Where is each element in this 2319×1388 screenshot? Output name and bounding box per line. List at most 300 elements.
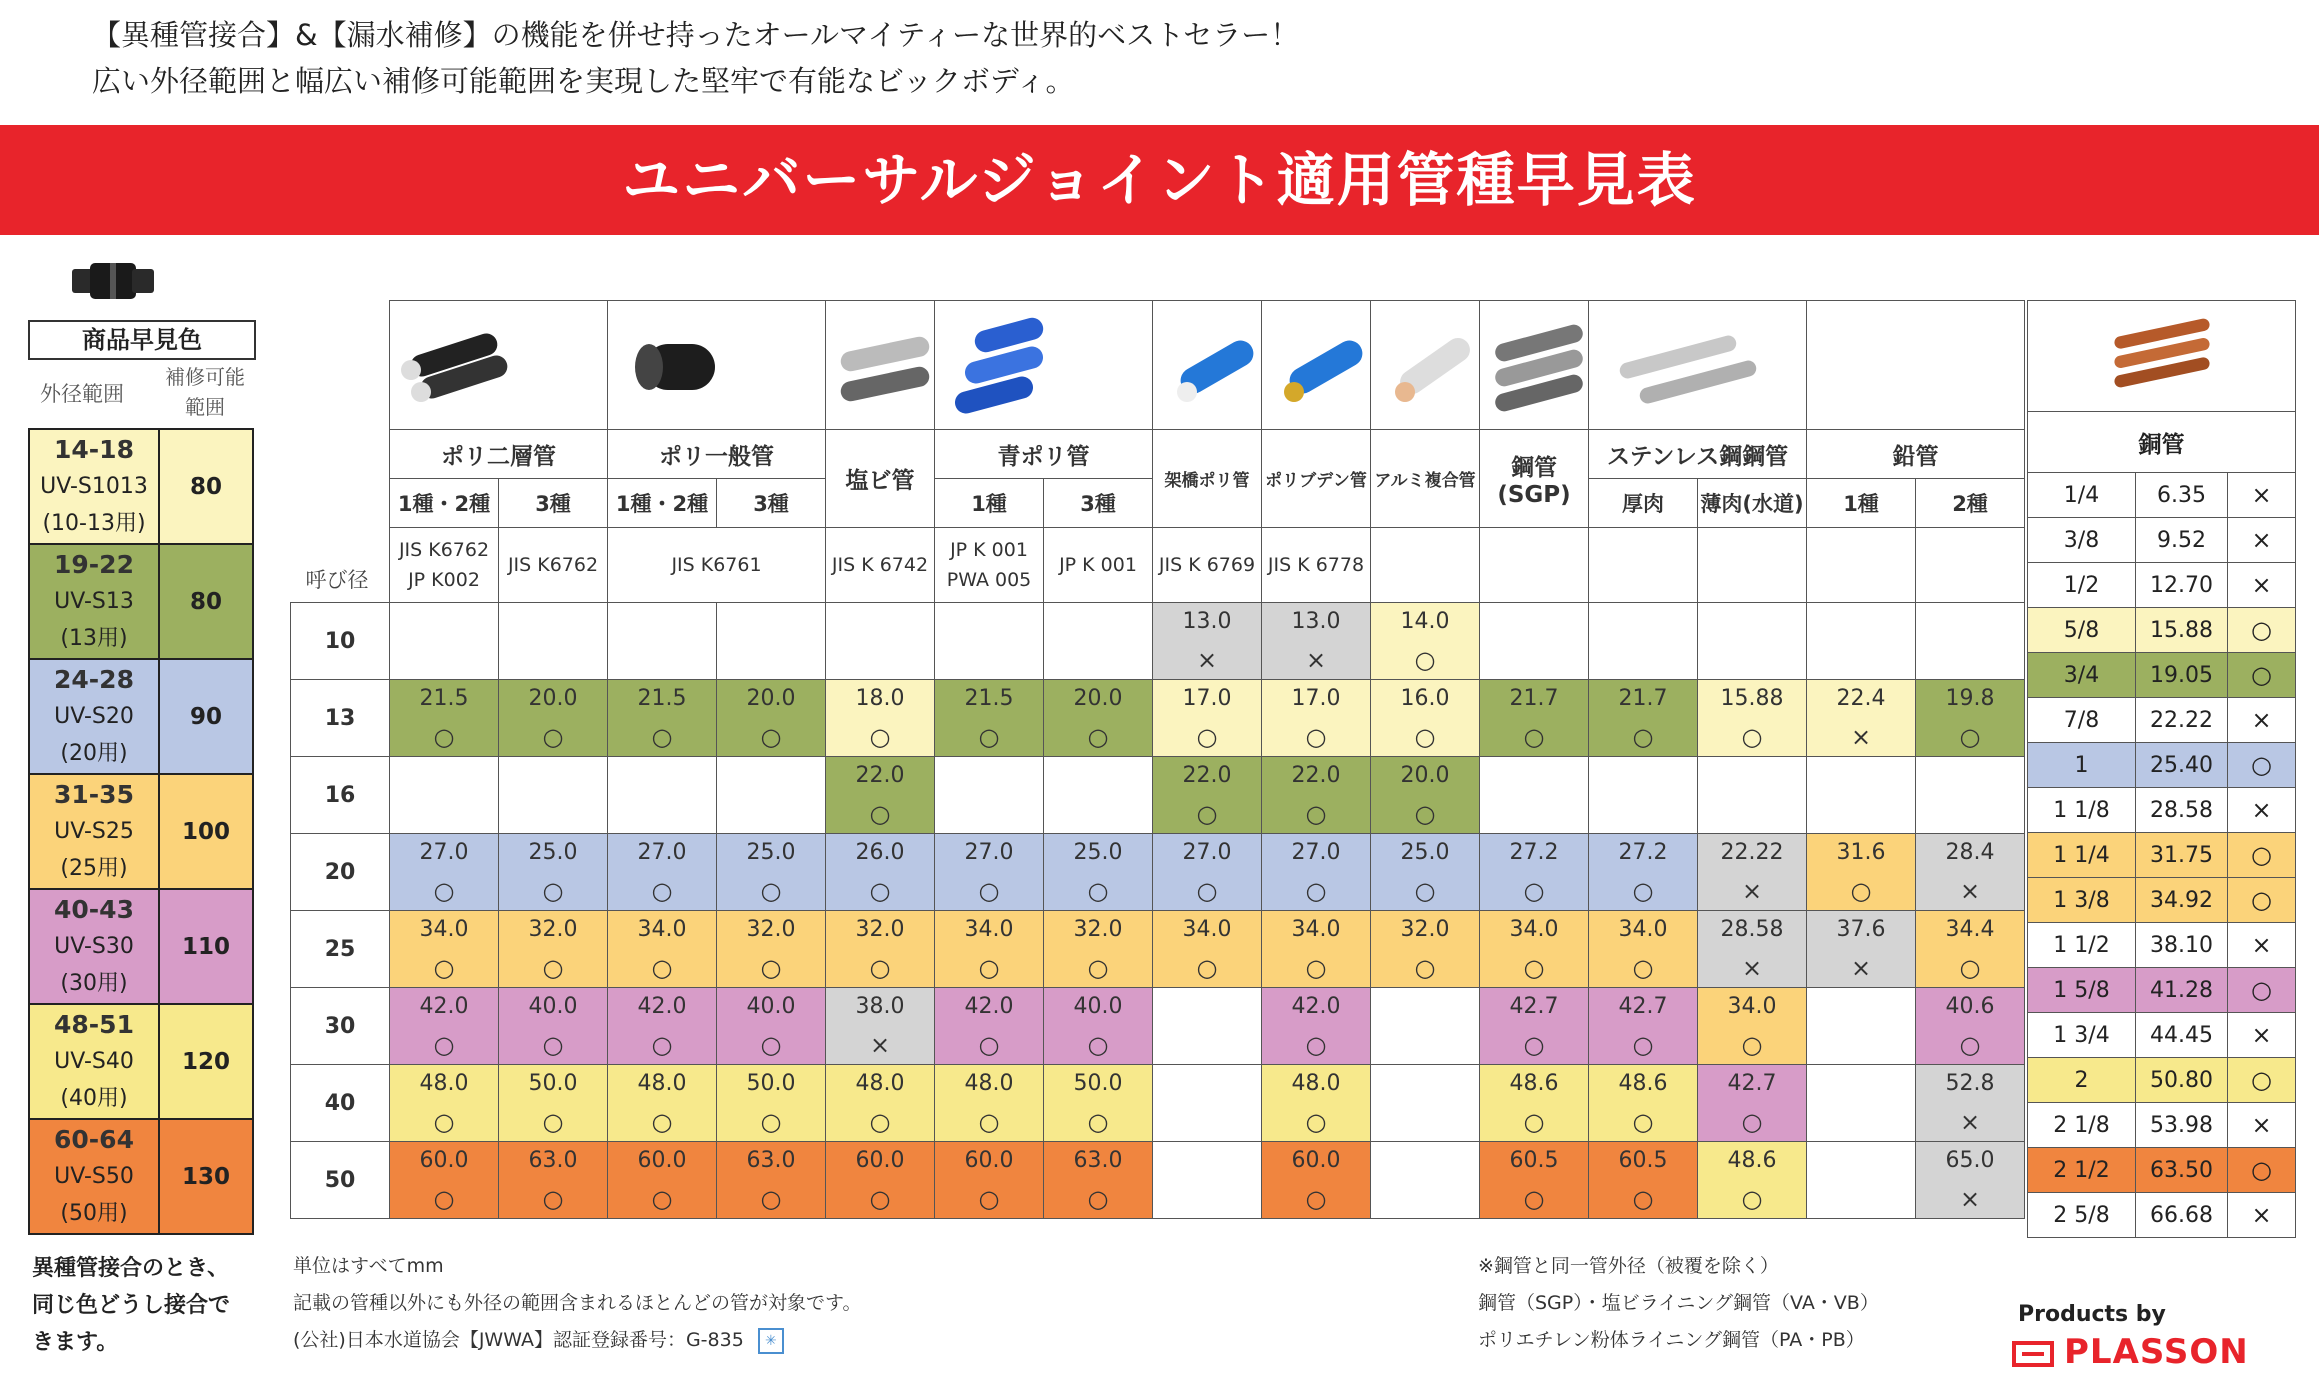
legend-model: UV-S20 <box>54 704 134 729</box>
intro-text <box>92 12 1299 104</box>
legend-repair: 110 <box>159 889 253 1004</box>
pipe-od-cell <box>935 834 1044 911</box>
pipe-od-cell <box>499 911 608 988</box>
pipe-od-cell <box>1262 1142 1371 1219</box>
outer-diameter: 48.0 <box>1291 1071 1341 1096</box>
pipe-od-cell <box>1698 911 1807 988</box>
legend-use: (25用) <box>60 856 128 881</box>
copper-row <box>2028 653 2296 698</box>
copper-row <box>2028 1148 2296 1193</box>
compatibility-mark: ○ <box>1632 877 1654 905</box>
outer-diameter: 34.0 <box>419 917 469 942</box>
outer-diameter: 16.0 <box>1400 686 1450 711</box>
legend-row <box>29 429 253 544</box>
pipe-image <box>1266 304 1366 422</box>
outer-diameter: 42.0 <box>637 994 687 1019</box>
legend-row <box>29 1119 253 1234</box>
legend-range: 60-64 <box>54 1125 134 1154</box>
copper-compat-mark: × <box>2228 1013 2296 1058</box>
copper-row <box>2028 698 2296 743</box>
pipe-od-cell <box>826 911 935 988</box>
compatibility-mark: ○ <box>1196 954 1218 982</box>
pipe-od-cell <box>1480 1065 1589 1142</box>
legend-note-line: きます。 <box>32 1330 119 1355</box>
pipe-od-cell <box>717 834 826 911</box>
copper-size: 7/8 <box>2028 698 2136 743</box>
legend-model: UV-S25 <box>54 819 134 844</box>
outer-diameter: 34.0 <box>964 917 1014 942</box>
legend-range-cell <box>29 659 159 774</box>
pipe-standard: JIS K 6778 <box>1262 528 1371 603</box>
compatibility-mark: ○ <box>651 723 673 751</box>
pipe-od-cell <box>1262 988 1371 1065</box>
copper-compat-mark: ○ <box>2228 743 2296 788</box>
compatibility-mark: ○ <box>1523 954 1545 982</box>
outer-diameter: 26.0 <box>855 840 905 865</box>
outer-diameter: 40.0 <box>746 994 796 1019</box>
compatibility-mark: ○ <box>1414 800 1436 828</box>
compatibility-mark: ○ <box>1196 877 1218 905</box>
outer-diameter: 48.0 <box>855 1071 905 1096</box>
outer-diameter: 63.0 <box>528 1148 578 1173</box>
pipe-standard <box>1480 528 1589 603</box>
outer-diameter: 25.0 <box>528 840 578 865</box>
copper-compat-mark: ○ <box>2228 833 2296 878</box>
copper-size: 2 <box>2028 1058 2136 1103</box>
outer-diameter: 60.0 <box>637 1148 687 1173</box>
compatibility-mark: ○ <box>1959 1031 1981 1059</box>
pipe-od-cell <box>499 834 608 911</box>
outer-diameter: 34.4 <box>1945 917 1995 942</box>
nominal-diameter: 30 <box>291 988 390 1065</box>
pipe-od-cell <box>608 834 717 911</box>
outer-diameter: 21.5 <box>964 686 1014 711</box>
pipe-od-cell <box>1044 1065 1153 1142</box>
outer-diameter: 63.0 <box>1073 1148 1123 1173</box>
compatibility-mark: ○ <box>1741 1108 1763 1136</box>
compatibility-mark: ○ <box>978 954 1000 982</box>
legend-use: (50用) <box>60 1201 128 1226</box>
pipe-od-cell <box>1371 1065 1480 1142</box>
jwwa-mark-icon: ✳ <box>758 1328 784 1354</box>
outer-diameter: 40.0 <box>528 994 578 1019</box>
copper-image-cell <box>2028 301 2296 412</box>
compatibility-mark: × <box>1305 646 1327 674</box>
pipe-od-cell <box>608 757 717 834</box>
copper-row <box>2028 473 2296 518</box>
diameter-row <box>291 680 2025 757</box>
outer-diameter: 34.0 <box>637 917 687 942</box>
compatibility-mark: ○ <box>433 954 455 982</box>
compatibility-mark: ○ <box>1414 954 1436 982</box>
footer-note: 記載の管種以外にも外径の範囲含まれるほとんどの管が対象です。 <box>293 1292 862 1314</box>
legend-row <box>29 544 253 659</box>
pipe-od-cell <box>1916 1142 2025 1219</box>
pipe-od-cell <box>1589 680 1698 757</box>
legend-repair: 80 <box>159 544 253 659</box>
pipe-od-cell <box>1480 757 1589 834</box>
pipe-type-name: 鉛管 <box>1807 430 2025 479</box>
pipe-od-cell <box>390 1142 499 1219</box>
pipe-od-cell <box>499 603 608 680</box>
pipe-subtype: 3種 <box>1044 479 1153 528</box>
compatibility-mark: ○ <box>1632 723 1654 751</box>
legend-row <box>29 1004 253 1119</box>
compatibility-mark: ○ <box>651 1185 673 1213</box>
outer-diameter: 28.58 <box>1720 917 1784 942</box>
legend-model: UV-S30 <box>54 934 134 959</box>
legend-col-range: 外径範囲 <box>40 382 124 406</box>
legend-range: 19-22 <box>54 550 134 579</box>
legend-use: (30用) <box>60 971 128 996</box>
pipe-od-cell <box>1916 911 2025 988</box>
pipe-od-cell <box>1371 988 1480 1065</box>
pipe-od-cell <box>608 680 717 757</box>
copper-row <box>2028 518 2296 563</box>
legend-model: UV-S1013 <box>40 474 148 499</box>
outer-diameter: 34.0 <box>1509 917 1559 942</box>
pipe-od-cell <box>1589 834 1698 911</box>
outer-diameter: 40.0 <box>1073 994 1123 1019</box>
pipe-subtype: 1種 <box>935 479 1044 528</box>
outer-diameter: 34.0 <box>1291 917 1341 942</box>
diameter-row <box>291 988 2025 1065</box>
compatibility-mark: ○ <box>433 723 455 751</box>
compatibility-mark: ○ <box>1632 1185 1654 1213</box>
diameter-row <box>291 603 2025 680</box>
compatibility-mark: ○ <box>1087 877 1109 905</box>
compatibility-mark: ○ <box>1741 723 1763 751</box>
compatibility-mark: ○ <box>1632 954 1654 982</box>
outer-diameter: 27.0 <box>964 840 1014 865</box>
compatibility-mark: ○ <box>542 954 564 982</box>
outer-diameter: 38.0 <box>855 994 905 1019</box>
outer-diameter: 60.5 <box>1618 1148 1668 1173</box>
pipe-image-cell <box>826 301 935 430</box>
legend-model: UV-S40 <box>54 1049 134 1074</box>
copper-size: 1 5/8 <box>2028 968 2136 1013</box>
legend-use: (20用) <box>60 741 128 766</box>
copper-row <box>2028 1013 2296 1058</box>
outer-diameter: 27.2 <box>1509 840 1559 865</box>
compatibility-mark: ○ <box>1632 1031 1654 1059</box>
copper-row <box>2028 563 2296 608</box>
copper-compat-mark: × <box>2228 473 2296 518</box>
outer-diameter: 42.0 <box>419 994 469 1019</box>
pipe-od-cell <box>1698 680 1807 757</box>
outer-diameter: 21.5 <box>419 686 469 711</box>
compatibility-mark: ○ <box>1305 723 1327 751</box>
copper-compat-mark: ○ <box>2228 878 2296 923</box>
footer-left <box>293 1248 861 1359</box>
compatibility-mark: ○ <box>1305 877 1327 905</box>
pipe-type-name: ステンレス鋼鋼管 <box>1589 430 1807 479</box>
pipe-image-cell <box>1807 301 2025 430</box>
outer-diameter: 27.0 <box>1291 840 1341 865</box>
copper-compat-mark: ○ <box>2228 1148 2296 1193</box>
compatibility-mark: ○ <box>869 723 891 751</box>
legend-range-cell <box>29 1004 159 1119</box>
compatibility-mark: ○ <box>1523 1031 1545 1059</box>
pipe-type-name: アルミ複合管 <box>1371 430 1480 528</box>
pipe-od-cell <box>1916 757 2025 834</box>
legend-title: 商品早見色 <box>28 320 256 360</box>
outer-diameter: 32.0 <box>528 917 578 942</box>
intro-line-1: 【異種管接合】&【漏水補修】の機能を併せ持ったオールマイティーな世界的ベストセラー！ <box>92 18 1300 52</box>
pipe-od-cell <box>1371 834 1480 911</box>
pipe-od-cell <box>499 988 608 1065</box>
pipe-subtype: 2種 <box>1916 479 2025 528</box>
pipe-standard <box>1916 528 2025 603</box>
outer-diameter: 60.0 <box>1291 1148 1341 1173</box>
coupling-product-image <box>70 255 156 305</box>
outer-diameter: 22.0 <box>855 763 905 788</box>
pipe-image <box>399 304 599 422</box>
compatibility-mark: ○ <box>1305 1185 1327 1213</box>
pipe-od-cell <box>390 680 499 757</box>
compatibility-mark: ○ <box>978 1185 1000 1213</box>
copper-od: 63.50 <box>2136 1148 2228 1193</box>
compatibility-mark: × <box>1850 723 1872 751</box>
compatibility-mark: ○ <box>1741 1031 1763 1059</box>
copper-od: 34.92 <box>2136 878 2228 923</box>
pipe-od-cell <box>1262 1065 1371 1142</box>
spacer-cell <box>291 479 390 528</box>
pipe-od-cell <box>1044 834 1153 911</box>
pipe-image <box>1157 304 1257 422</box>
pipe-od-cell <box>1698 603 1807 680</box>
compatibility-mark: ○ <box>869 800 891 828</box>
outer-diameter: 22.0 <box>1182 763 1232 788</box>
pipe-od-cell <box>935 757 1044 834</box>
compatibility-mark: × <box>1959 877 1981 905</box>
outer-diameter: 50.0 <box>1073 1071 1123 1096</box>
nominal-diameter: 40 <box>291 1065 390 1142</box>
pipe-od-cell <box>1698 1065 1807 1142</box>
copper-size: 1 1/8 <box>2028 788 2136 833</box>
legend-range-cell <box>29 889 159 1004</box>
legend-range-cell <box>29 429 159 544</box>
copper-row <box>2028 833 2296 878</box>
outer-diameter: 48.6 <box>1509 1071 1559 1096</box>
compatibility-mark: ○ <box>1305 800 1327 828</box>
compatibility-mark: × <box>1959 1185 1981 1213</box>
pipe-od-cell <box>717 603 826 680</box>
pipe-od-cell <box>1153 1065 1262 1142</box>
pipe-od-cell <box>1807 834 1916 911</box>
pipe-od-cell <box>1480 911 1589 988</box>
outer-diameter: 50.0 <box>528 1071 578 1096</box>
compatibility-mark: × <box>1959 1108 1981 1136</box>
compatibility-mark: ○ <box>869 954 891 982</box>
compatibility-mark: ○ <box>760 723 782 751</box>
pipe-od-cell <box>935 988 1044 1065</box>
pipe-od-cell <box>1807 1065 1916 1142</box>
pipe-od-cell <box>1916 603 2025 680</box>
compatibility-mark: ○ <box>1305 1031 1327 1059</box>
pipe-image-cell <box>390 301 608 430</box>
outer-diameter: 13.0 <box>1182 609 1232 634</box>
compatibility-mark: ○ <box>1087 1185 1109 1213</box>
compatibility-mark: × <box>1741 954 1763 982</box>
title-banner <box>0 125 2319 235</box>
compatibility-mark: ○ <box>1087 954 1109 982</box>
footer-jwwa: (公社)日本水道協会【JWWA】認証登録番号：G-835 ✳ <box>293 1322 861 1359</box>
pipe-od-cell <box>1698 834 1807 911</box>
copper-od: 66.68 <box>2136 1193 2228 1238</box>
compatibility-mark: ○ <box>1523 1108 1545 1136</box>
compatibility-mark: ○ <box>1523 723 1545 751</box>
outer-diameter: 32.0 <box>1400 917 1450 942</box>
pipe-od-cell <box>1589 757 1698 834</box>
footer-unit: 単位はすべてmm <box>293 1255 444 1277</box>
pipe-od-cell <box>826 1065 935 1142</box>
copper-od: 15.88 <box>2136 608 2228 653</box>
copper-compat-mark: ○ <box>2228 968 2296 1013</box>
compatibility-mark: ○ <box>542 1031 564 1059</box>
pipe-standard: JIS K 6769 <box>1153 528 1262 603</box>
copper-compat-mark: × <box>2228 563 2296 608</box>
pipe-od-cell <box>1807 757 1916 834</box>
legend-repair: 80 <box>159 429 253 544</box>
pipe-od-cell <box>1916 834 2025 911</box>
outer-diameter: 60.0 <box>964 1148 1014 1173</box>
pipe-compatibility-table <box>290 300 2025 1219</box>
pipe-od-cell <box>1262 911 1371 988</box>
pipe-od-cell <box>499 1142 608 1219</box>
outer-diameter: 25.0 <box>1400 840 1450 865</box>
legend-repair: 120 <box>159 1004 253 1119</box>
outer-diameter: 20.0 <box>528 686 578 711</box>
pipe-image-cell <box>935 301 1153 430</box>
pipe-type-name: ポリ二層管 <box>390 430 608 479</box>
legend-row <box>29 889 253 1004</box>
compatibility-mark: ○ <box>433 1031 455 1059</box>
pipe-od-cell <box>1044 757 1153 834</box>
pipe-od-cell <box>1153 680 1262 757</box>
pipe-od-cell <box>717 988 826 1065</box>
pipe-image-cell <box>1589 301 1807 430</box>
compatibility-mark: × <box>869 1031 891 1059</box>
compatibility-mark: ○ <box>1414 723 1436 751</box>
compatibility-mark: ○ <box>978 1031 1000 1059</box>
outer-diameter: 22.22 <box>1720 840 1784 865</box>
legend-repair: 90 <box>159 659 253 774</box>
pipe-od-cell <box>499 1065 608 1142</box>
compatibility-mark: ○ <box>1741 1185 1763 1213</box>
copper-size: 2 1/2 <box>2028 1148 2136 1193</box>
outer-diameter: 20.0 <box>1400 763 1450 788</box>
pipe-od-cell <box>1262 757 1371 834</box>
outer-diameter: 27.0 <box>637 840 687 865</box>
copper-compat-mark: × <box>2228 788 2296 833</box>
copper-od: 25.40 <box>2136 743 2228 788</box>
outer-diameter: 65.0 <box>1945 1148 1995 1173</box>
pipe-standard <box>1807 528 1916 603</box>
corner-cell <box>291 528 390 603</box>
diameter-row <box>291 1142 2025 1219</box>
legend-range: 24-28 <box>54 665 134 694</box>
pipe-type-name: 青ポリ管 <box>935 430 1153 479</box>
footer-right-1: ※鋼管と同一管外径（被覆を除く） <box>1478 1255 1779 1277</box>
outer-diameter: 40.6 <box>1945 994 1995 1019</box>
pipe-image-cell <box>1371 301 1480 430</box>
pipe-od-cell <box>1153 911 1262 988</box>
pipe-od-cell <box>390 834 499 911</box>
outer-diameter: 22.4 <box>1836 686 1886 711</box>
pipe-od-cell <box>826 1142 935 1219</box>
pipe-od-cell <box>1480 680 1589 757</box>
pipe-od-cell <box>1153 834 1262 911</box>
pipe-od-cell <box>499 757 608 834</box>
pipe-subtype: 厚肉 <box>1589 479 1698 528</box>
compatibility-mark: ○ <box>1523 1185 1545 1213</box>
outer-diameter: 13.0 <box>1291 609 1341 634</box>
pipe-standard: JIS K6761 <box>608 528 826 603</box>
outer-diameter: 32.0 <box>1073 917 1123 942</box>
copper-size: 3/8 <box>2028 518 2136 563</box>
copper-row <box>2028 743 2296 788</box>
pipe-od-cell <box>390 1065 499 1142</box>
copper-row <box>2028 788 2296 833</box>
pipe-image-cell <box>1480 301 1589 430</box>
page-title: ユニバーサルジョイント適用管種早見表 <box>622 146 1697 214</box>
legend-model: UV-S13 <box>54 589 134 614</box>
copper-od: 12.70 <box>2136 563 2228 608</box>
pipe-od-cell <box>1262 603 1371 680</box>
pipe-subtype: 1種・2種 <box>390 479 499 528</box>
copper-od: 6.35 <box>2136 473 2228 518</box>
pipe-image <box>944 304 1144 422</box>
legend-note-line: 異種管接合のとき、 <box>32 1256 230 1281</box>
spacer-cell <box>291 301 390 430</box>
nominal-diameter: 20 <box>291 834 390 911</box>
outer-diameter: 20.0 <box>1073 686 1123 711</box>
copper-od: 41.28 <box>2136 968 2228 1013</box>
pipe-od-cell <box>1153 1142 1262 1219</box>
copper-row <box>2028 968 2296 1013</box>
outer-diameter: 28.4 <box>1945 840 1995 865</box>
pipe-od-cell <box>1262 680 1371 757</box>
copper-size: 3/4 <box>2028 653 2136 698</box>
outer-diameter: 60.5 <box>1509 1148 1559 1173</box>
pipe-image <box>617 304 817 422</box>
pipe-od-cell <box>826 757 935 834</box>
legend-row <box>29 774 253 889</box>
outer-diameter: 17.0 <box>1291 686 1341 711</box>
outer-diameter: 50.0 <box>746 1071 796 1096</box>
outer-diameter: 27.0 <box>419 840 469 865</box>
pipe-standard: JP K 001 <box>1044 528 1153 603</box>
compatibility-mark: ○ <box>978 723 1000 751</box>
outer-diameter: 32.0 <box>855 917 905 942</box>
outer-diameter: 60.0 <box>419 1148 469 1173</box>
pipe-od-cell <box>1044 603 1153 680</box>
pipe-od-cell <box>1916 1065 2025 1142</box>
pipe-od-cell <box>1044 911 1153 988</box>
pipe-image <box>830 304 930 422</box>
compatibility-mark: ○ <box>651 1031 673 1059</box>
compatibility-mark: ○ <box>1632 1108 1654 1136</box>
nominal-diameter: 16 <box>291 757 390 834</box>
compatibility-mark: ○ <box>433 877 455 905</box>
pipe-od-cell <box>1371 603 1480 680</box>
footer-right-3: ポリエチレン粉体ライニング鋼管（PA・PB） <box>1478 1329 1865 1351</box>
pipe-od-cell <box>1807 1142 1916 1219</box>
legend-use: (13用) <box>60 626 128 651</box>
outer-diameter: 21.7 <box>1509 686 1559 711</box>
pipe-od-cell <box>1480 1142 1589 1219</box>
